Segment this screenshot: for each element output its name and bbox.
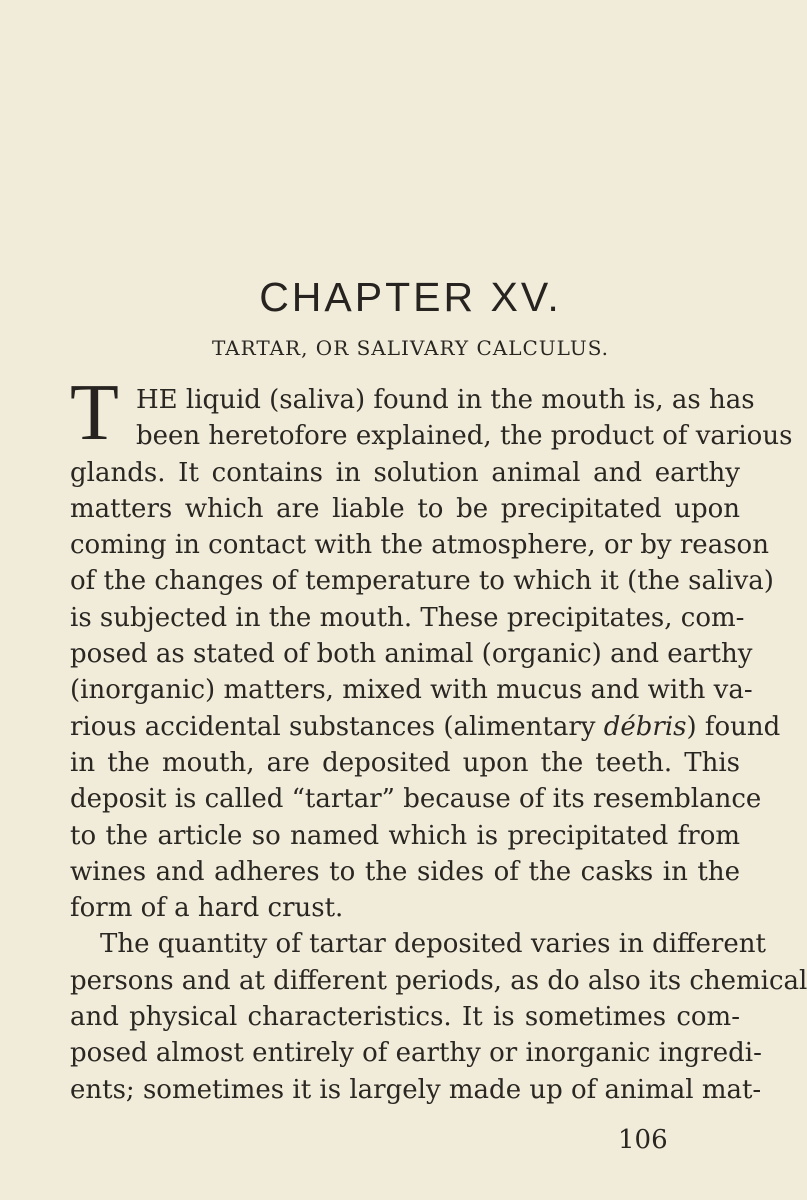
- text-segment: ) found: [686, 711, 781, 742]
- text-line: to the article so named which is precipitated from: [70, 820, 740, 851]
- text-line: The quantity of tartar deposited varies in different: [100, 929, 766, 960]
- text-line: wines and adheres to the sides of the casks in the: [70, 856, 740, 887]
- text-line: glands. It contains in solution animal and earthy: [70, 457, 740, 488]
- chapter-subtitle: TARTAR, OR SALIVARY CALCULUS.: [211, 336, 610, 360]
- text-line: HE liquid (saliva) found in the mouth is, as has: [136, 385, 755, 415]
- text-line: deposit is called “tartar” because of its resemblance: [70, 784, 762, 815]
- text-line: form of a hard crust.: [70, 893, 344, 924]
- text-line: and physical characteristics. It is sometimes com-: [70, 1002, 740, 1033]
- text-line: posed almost entirely of earthy or inorganic ingredi-: [70, 1038, 762, 1069]
- text-segment: rious accidental substances (alimentary: [70, 711, 596, 742]
- text-line: (inorganic) matters, mixed with mucus and with va-: [70, 675, 753, 706]
- text-line: matters which are liable to be precipitated upon: [70, 493, 740, 524]
- text-line: coming in contact with the atmosphere, or by reason: [70, 530, 769, 561]
- drop-cap: T: [70, 369, 119, 457]
- italic-word: débris: [603, 711, 687, 742]
- chapter-title: CHAPTER XV.: [259, 274, 562, 320]
- text-line: ents; sometimes it is largely made up of animal mat-: [70, 1074, 762, 1105]
- text-line: is subjected in the mouth. These precipitates, com-: [70, 602, 745, 633]
- text-line: been heretofore explained, the product of various: [136, 421, 793, 452]
- text-line-with-italic: [70, 709, 781, 745]
- text-line: in the mouth, are deposited upon the teeth. This: [70, 747, 740, 778]
- text-line: persons and at different periods, as do also its chemical: [70, 965, 807, 996]
- text-line: posed as stated of both animal (organic) and earthy: [70, 639, 753, 670]
- body-text: [70, 382, 807, 1108]
- text-line: of the changes of temperature to which it (the saliva): [70, 566, 774, 597]
- page-number: 106: [618, 1125, 668, 1155]
